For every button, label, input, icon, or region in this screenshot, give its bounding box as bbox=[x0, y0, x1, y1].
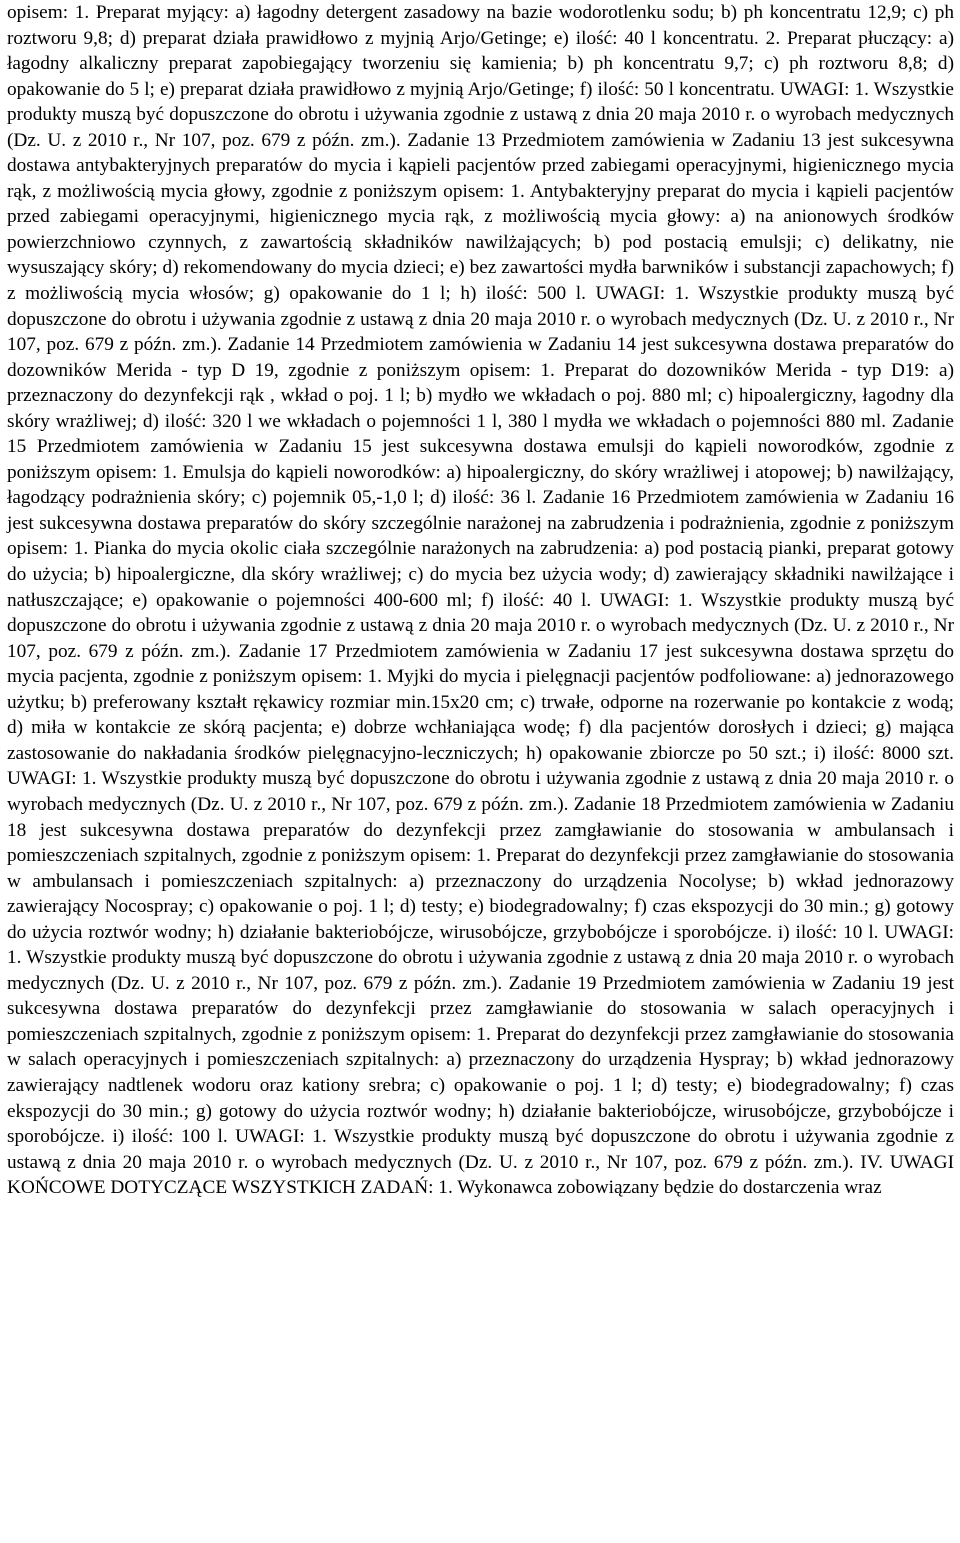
document-body-paragraph: opisem: 1. Preparat myjący: a) łagodny detergent zasadowy na bazie wodorotlenku sodu; b) ph koncentratu 12,9; c) ph roztworu 9,8; d) preparat działa prawidłowo z myjnią Arjo/Getinge; e) ilość: 40 l koncentratu. 2. Preparat płuczący: a) łagodny alkaliczny preparat zapobiegający tworzeniu się kamienia; b) ph koncentratu 9,7; c) ph roztworu 8,8; d) opakowanie do 5 l; e) preparat działa prawidłowo z myjnią Arjo/Getinge; f) ilość: 50 l koncentratu. UWAGI: 1. Wszystkie produkty muszą być dopuszczone do obrotu i używania zgodnie z ustawą z dnia 20 maja 2010 r. o wyrobach medycznych (Dz. U. z 2010 r., Nr 107, poz. 679 z późn. zm.). Zadanie 13 Przedmiotem zamówienia w Zadaniu 13 jest sukcesywna dostawa antybakteryjnych preparatów do mycia i kąpieli pacjentów przed zabiegami operacyjnymi, higienicznego mycia rąk, z możliwością mycia głowy, zgodnie z poniższym opisem: 1. Antybakteryjny preparat do mycia i kąpieli pacjentów przed zabiegami operacyjnymi, higienicznego mycia rąk, z możliwością mycia głowy: a) na anionowych środków powierzchniowo czynnych, z zawartością składników nawilżających; b) pod postacią emulsji; c) delikatny, nie wysuszający skóry; d) rekomendowany do mycia dzieci; e) bez zawartości mydła barwników i substancji zapachowych; f) z możliwością mycia włosów; g) opakowanie do 1 l; h) ilość: 500 l. UWAGI: 1. Wszystkie produkty muszą być dopuszczone do obrotu i używania zgodnie z ustawą z dnia 20 maja 2010 r. o wyrobach medycznych (Dz. U. z 2010 r., Nr 107, poz. 679 z późn. zm.). Zadanie 14 Przedmiotem zamówienia w Zadaniu 14 jest sukcesywna dostawa preparatów do dozowników Merida - typ D 19, zgodnie z poniższym opisem: 1. Preparat do dozowników Merida - typ D19: a) przeznaczony do dezynfekcji rąk , wkład o poj. 1 l; b) mydło we wkładach o poj. 880 ml; c) hipoalergiczny, łagodny dla skóry wrażliwej; d) ilość: 320 l we wkładach o pojemności 1 l, 380 l mydła we wkładach o pojemności 880 ml. Zadanie 15 Przedmiotem zamówienia w Zadaniu 15 jest sukcesywna dostawa emulsji do kąpieli noworodków, zgodnie z poniższym opisem: 1. Emulsja do kąpieli noworodków: a) hipoalergiczny, do skóry wrażliwej i atopowej; b) nawilżający, łagodzący podrażnienia skóry; c) pojemnik 05,-1,0 l; d) ilość: 36 l. Zadanie 16 Przedmiotem zamówienia w Zadaniu 16 jest sukcesywna dostawa preparatów do skóry szczególnie narażonej na zabrudzenia i podrażnienia, zgodnie z poniższym opisem: 1. Pianka do mycia okolic ciała szczególnie narażonych na zabrudzenia: a) pod postacią pianki, preparat gotowy do użycia; b) hipoalergiczne, dla skóry wrażliwej; c) do mycia bez użycia wody; d) zawierający składniki nawilżające i natłuszczające; e) opakowanie o pojemności 400-600 ml; f) ilość: 40 l. UWAGI: 1. Wszystkie produkty muszą być dopuszczone do obrotu i używania zgodnie z ustawą z dnia 20 maja 2010 r. o wyrobach medycznych (Dz. U. z 2010 r., Nr 107, poz. 679 z późn. zm.). Zadanie 17 Przedmiotem zamówienia w Zadaniu 17 jest sukcesywna dostawa sprzętu do mycia pacjenta, zgodnie z poniższym opisem: 1. Myjki do mycia i pielęgnacji pacjentów podfoliowane: a) jednorazowego użytku; b) preferowany kształt rękawicy rozmiar min.15x20 cm; c) trwałe, odporne na rozerwanie po kontakcie z wodą; d) miła w kontakcie ze skórą pacjenta; e) dobrze wchłaniająca wodę; f) dla pacjentów dorosłych i dzieci; g) mająca zastosowanie do nakładania środków pielęgnacyjno-leczniczych; h) opakowanie zbiorcze po 50 szt.; i) ilość: 8000 szt. UWAGI: 1. Wszystkie produkty muszą być dopuszczone do obrotu i używania zgodnie z ustawą z dnia 20 maja 2010 r. o wyrobach medycznych (Dz. U. z 2010 r., Nr 107, poz. 679 z późn. zm.). Zadanie 18 Przedmiotem zamówienia w Zadaniu 18 jest sukcesywna dostawa preparatów do dezynfekcji przez zamgławianie do stosowania w ambulansach i pomieszczeniach szpitalnych, zgodnie z poniższym opisem: 1. Preparat do dezynfekcji przez zamgławianie do stosowania w ambulansach i pomieszczeniach szpitalnych: a) przeznaczony do urządzenia Nocolyse; b) wkład jednorazowy zawierający Nocospray; c) opakowanie o poj. 1 l; d) testy; e) biodegradowalny; f) czas ekspozycji do 30 min.; g) gotowy do użycia roztwór wodny; h) działanie bakteriobójcze, wirusobójcze, grzybobójcze i sporobójcze. i) ilość: 10 l. UWAGI: 1. Wszystkie produkty muszą być dopuszczone do obrotu i używania zgodnie z ustawą z dnia 20 maja 2010 r. o wyrobach medycznych (Dz. U. z 2010 r., Nr 107, poz. 679 z późn. zm.). Zadanie 19 Przedmiotem zamówienia w Zadaniu 19 jest sukcesywna dostawa preparatów do dezynfekcji przez zamgławianie do stosowania w salach operacyjnych i pomieszczeniach szpitalnych, zgodnie z poniższym opisem: 1. Preparat do dezynfekcji przez zamgławianie do stosowania w salach operacyjnych i pomieszczeniach szpitalnych: a) przeznaczony do urządzenia Hyspray; b) wkład jednorazowy zawierający nadtlenek wodoru oraz kationy srebra; c) opakowanie o poj. 1 l; d) testy; e) biodegradowalny; f) czas ekspozycji do 30 min.; g) gotowy do użycia roztwór wodny; h) działanie bakteriobójcze, wirusobójcze, grzybobójcze i sporobójcze. i) ilość: 100 l. UWAGI: 1. Wszystkie produkty muszą być dopuszczone do obrotu i używania zgodnie z ustawą z dnia 20 maja 2010 r. o wyrobach medycznych (Dz. U. z 2010 r., Nr 107, poz. 679 z późn. zm.). IV. UWAGI KOŃCOWE DOTYCZĄCE WSZYSTKICH ZADAŃ: 1. Wykonawca zobowiązany będzie do dostarczenia wraz bbox=[7, 2, 954, 1199]
